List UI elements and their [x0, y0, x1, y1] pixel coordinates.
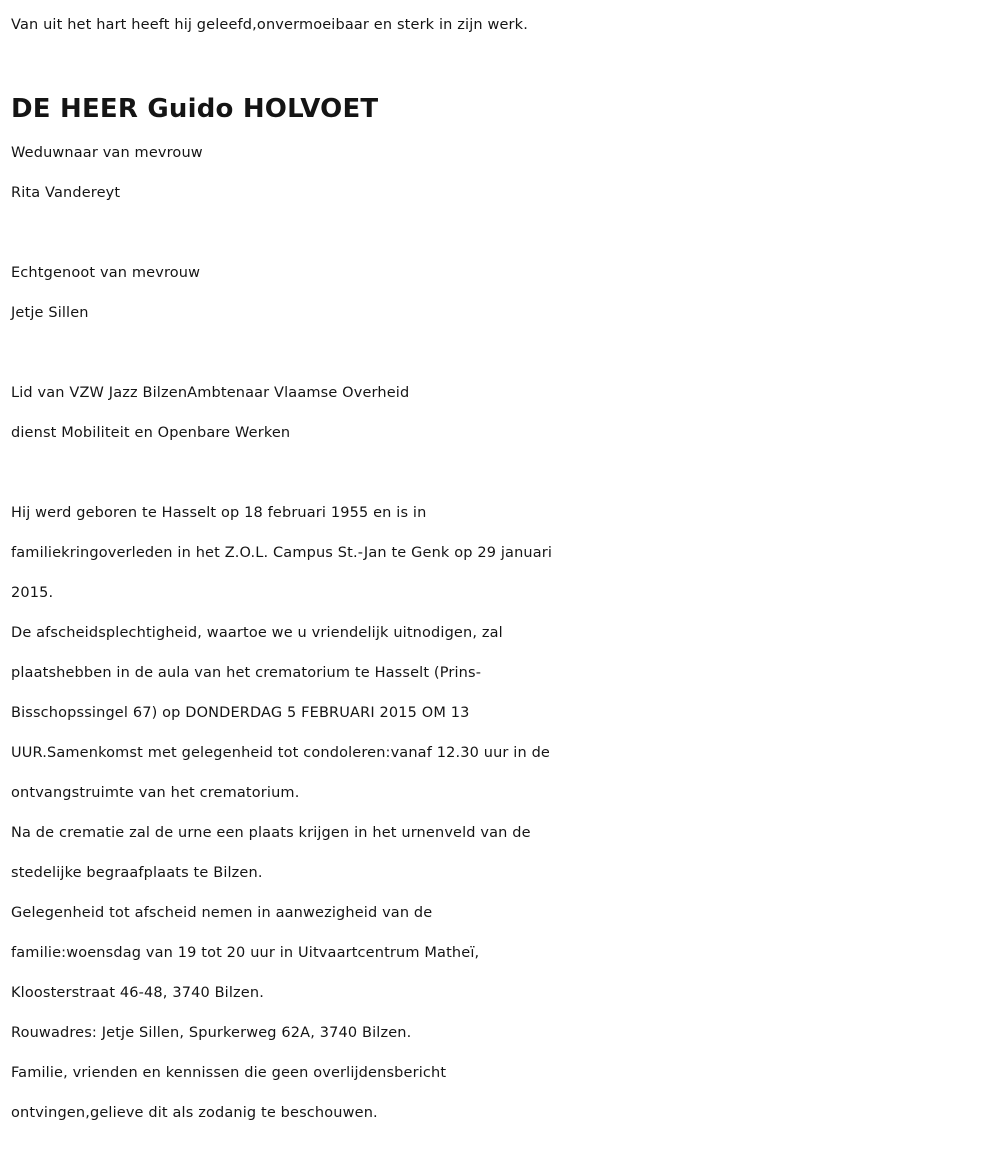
- obituary-document: [11, 5, 996, 1133]
- spacer: [11, 213, 996, 253]
- deceased-name: DE HEER Guido HOLVOET: [11, 94, 379, 124]
- body-line: De afscheidsplechtigheid, waartoe we u vriendelijk uitnodigen, zal: [11, 625, 503, 641]
- body-line: plaatshebben in de aula van het crematorium te Hasselt (Prins-: [11, 665, 482, 681]
- body-line: ontvangstruimte van het crematorium.: [11, 785, 300, 801]
- body-line: 2015.: [11, 585, 54, 601]
- membership-block: [11, 373, 996, 453]
- relation-person: Jetje Sillen: [11, 305, 89, 321]
- body-line: Hij werd geboren te Hasselt op 18 februari 1955 en is in: [11, 505, 427, 521]
- motto-text: Van uit het hart heeft hij geleefd,onvermoeibaar en sterk in zijn werk.: [11, 17, 528, 33]
- body-line: familie:woensdag van 19 tot 20 uur in Uitvaartcentrum Matheï,: [11, 945, 480, 961]
- spacer: [11, 453, 996, 493]
- relation-label: Weduwnaar van mevrouw: [11, 145, 203, 161]
- body-line: stedelijke begraafplaats te Bilzen.: [11, 865, 263, 881]
- membership-line: Lid van VZW Jazz BilzenAmbtenaar Vlaamse Overheid: [11, 385, 410, 401]
- relation-label: Echtgenoot van mevrouw: [11, 265, 201, 281]
- body-line: Rouwadres: Jetje Sillen, Spurkerweg 62A, 3740 Bilzen.: [11, 1025, 412, 1041]
- spacer: [11, 333, 996, 373]
- relation-spouse: [11, 253, 996, 333]
- body-line: Gelegenheid tot afscheid nemen in aanwezigheid van de: [11, 905, 433, 921]
- relation-widower: [11, 133, 996, 213]
- membership-line: dienst Mobiliteit en Openbare Werken: [11, 425, 291, 441]
- relation-person: Rita Vandereyt: [11, 185, 121, 201]
- body-line: ontvingen,gelieve dit als zodanig te beschouwen.: [11, 1105, 378, 1121]
- body-line: Na de crematie zal de urne een plaats krijgen in het urnenveld van de: [11, 825, 531, 841]
- body-line: UUR.Samenkomst met gelegenheid tot condoleren:vanaf 12.30 uur in de: [11, 745, 551, 761]
- body-line: Familie, vrienden en kennissen die geen overlijdensbericht: [11, 1065, 447, 1081]
- body-line: Bisschopssingel 67) op DONDERDAG 5 FEBRUARI 2015 OM 13: [11, 705, 470, 721]
- obituary-body: [11, 493, 996, 1133]
- body-line: familiekringoverleden in het Z.O.L. Campus St.-Jan te Genk op 29 januari: [11, 545, 553, 561]
- body-line: Kloosterstraat 46-48, 3740 Bilzen.: [11, 985, 264, 1001]
